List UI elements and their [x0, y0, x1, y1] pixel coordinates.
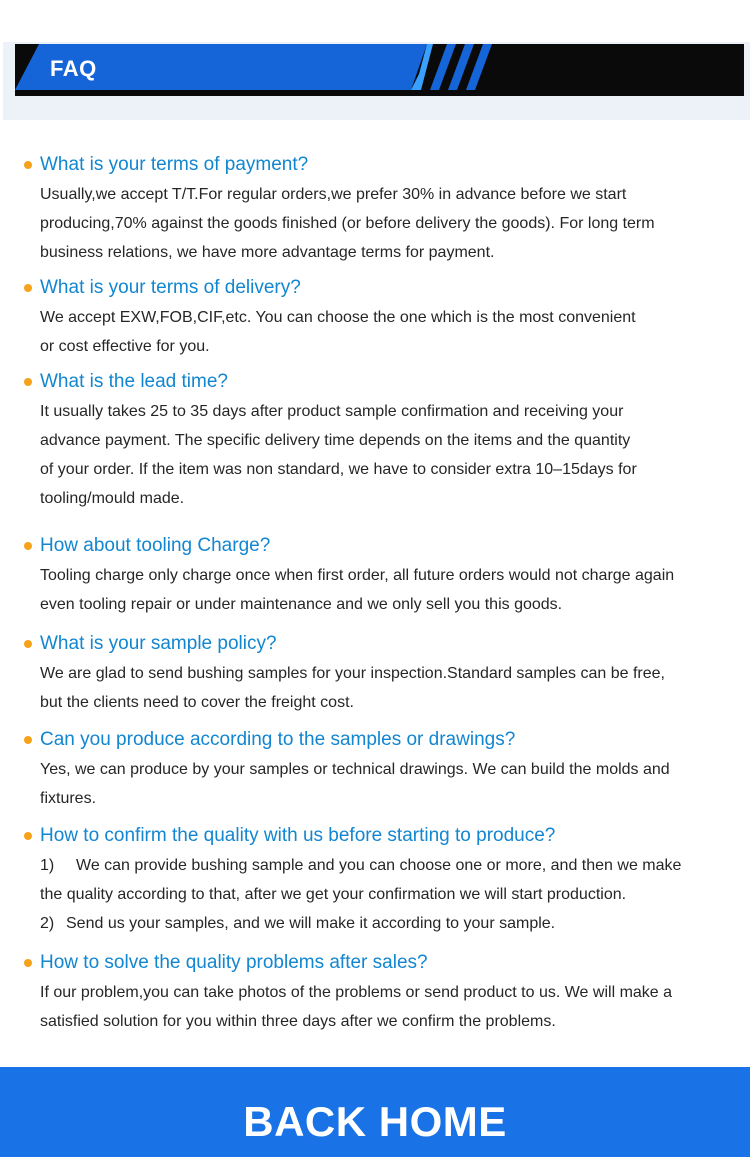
answer-line: even tooling repair or under maintenance and we only sell you this goods. — [40, 596, 563, 613]
answer-line: satisfied solution for you within three days after we confirm the problems. — [40, 1013, 556, 1030]
answer-line: Usually,we accept T/T.For regular orders,we prefer 30% in advance before we start — [40, 186, 627, 203]
step-number: 2) — [40, 915, 55, 932]
bullet-dot-icon — [24, 378, 32, 386]
faq-answer — [40, 397, 726, 513]
faq-item — [0, 725, 750, 813]
faq-item — [0, 367, 750, 513]
answer-line: or cost effective for you. — [40, 338, 210, 355]
answer-line: We are glad to send bushing samples for your inspection.Standard samples can be free, — [40, 665, 665, 682]
step-number: 1) — [40, 857, 55, 874]
faq-item — [0, 821, 750, 938]
back-home-label: BACK HOME — [243, 1098, 507, 1145]
faq-header — [3, 42, 750, 120]
faq-question-text: What is your terms of delivery? — [40, 277, 301, 298]
faq-list — [0, 150, 750, 1036]
answer-line: but the clients need to cover the freight cost. — [40, 694, 354, 711]
answer-step — [40, 909, 726, 938]
faq-question-text: What is the lead time? — [40, 371, 228, 392]
back-home-button[interactable] — [0, 1067, 750, 1157]
faq-question-text: Can you produce according to the samples or drawings? — [40, 729, 516, 750]
bullet-dot-icon — [24, 542, 32, 550]
faq-answer — [40, 978, 726, 1036]
answer-line: It usually takes 25 to 35 days after product sample confirmation and receiving your — [40, 403, 624, 420]
answer-line: tooling/mould made. — [40, 490, 185, 507]
faq-item — [0, 531, 750, 619]
header-banner — [15, 44, 744, 96]
answer-step — [40, 851, 726, 880]
faq-question — [40, 725, 726, 755]
faq-item — [0, 273, 750, 361]
answer-line: of your order. If the item was non standard, we have to consider extra 10–15days for — [40, 461, 637, 478]
step-text: We can provide bushing sample and you can choose one or more, and then we make — [76, 857, 682, 874]
bullet-dot-icon — [24, 832, 32, 840]
faq-answer — [40, 851, 726, 938]
answer-line: advance payment. The specific delivery time depends on the items and the quantity — [40, 432, 631, 449]
faq-item — [0, 150, 750, 267]
answer-line: business relations, we have more advantage terms for payment. — [40, 244, 495, 261]
answer-line: Yes, we can produce by your samples or technical drawings. We can build the molds and — [40, 761, 670, 778]
faq-answer — [40, 561, 726, 619]
faq-question-text: How about tooling Charge? — [40, 535, 271, 556]
answer-line: If our problem,you can take photos of the problems or send product to us. We will make a — [40, 984, 673, 1001]
answer-line: fixtures. — [40, 790, 97, 807]
faq-question-text: How to confirm the quality with us before starting to produce? — [40, 825, 556, 846]
faq-question — [40, 150, 726, 180]
answer-line: We accept EXW,FOB,CIF,etc. You can choose the one which is the most convenient — [40, 309, 636, 326]
faq-title: FAQ — [50, 56, 97, 81]
faq-item — [0, 629, 750, 717]
answer-line: the quality according to that, after we get your confirmation we will start production. — [40, 886, 627, 903]
faq-question — [40, 367, 726, 397]
faq-question-text: What is your sample policy? — [40, 633, 277, 654]
faq-answer — [40, 303, 726, 361]
faq-item — [0, 948, 750, 1036]
faq-question — [40, 273, 726, 303]
faq-question — [40, 629, 726, 659]
answer-line: Tooling charge only charge once when first order, all future orders would not charge again — [40, 567, 675, 584]
step-text: Send us your samples, and we will make it according to your sample. — [66, 915, 556, 932]
bullet-dot-icon — [24, 161, 32, 169]
faq-answer — [40, 659, 726, 717]
faq-question — [40, 531, 726, 561]
bullet-dot-icon — [24, 736, 32, 744]
faq-question — [40, 821, 726, 851]
faq-question-text: How to solve the quality problems after sales? — [40, 952, 428, 973]
faq-answer — [40, 180, 726, 267]
bullet-dot-icon — [24, 959, 32, 967]
faq-answer — [40, 755, 726, 813]
answer-line: producing,70% against the goods finished (or before delivery the goods). For long term — [40, 215, 655, 232]
faq-question-text: What is your terms of payment? — [40, 154, 309, 175]
faq-question — [40, 948, 726, 978]
bullet-dot-icon — [24, 284, 32, 292]
bullet-dot-icon — [24, 640, 32, 648]
